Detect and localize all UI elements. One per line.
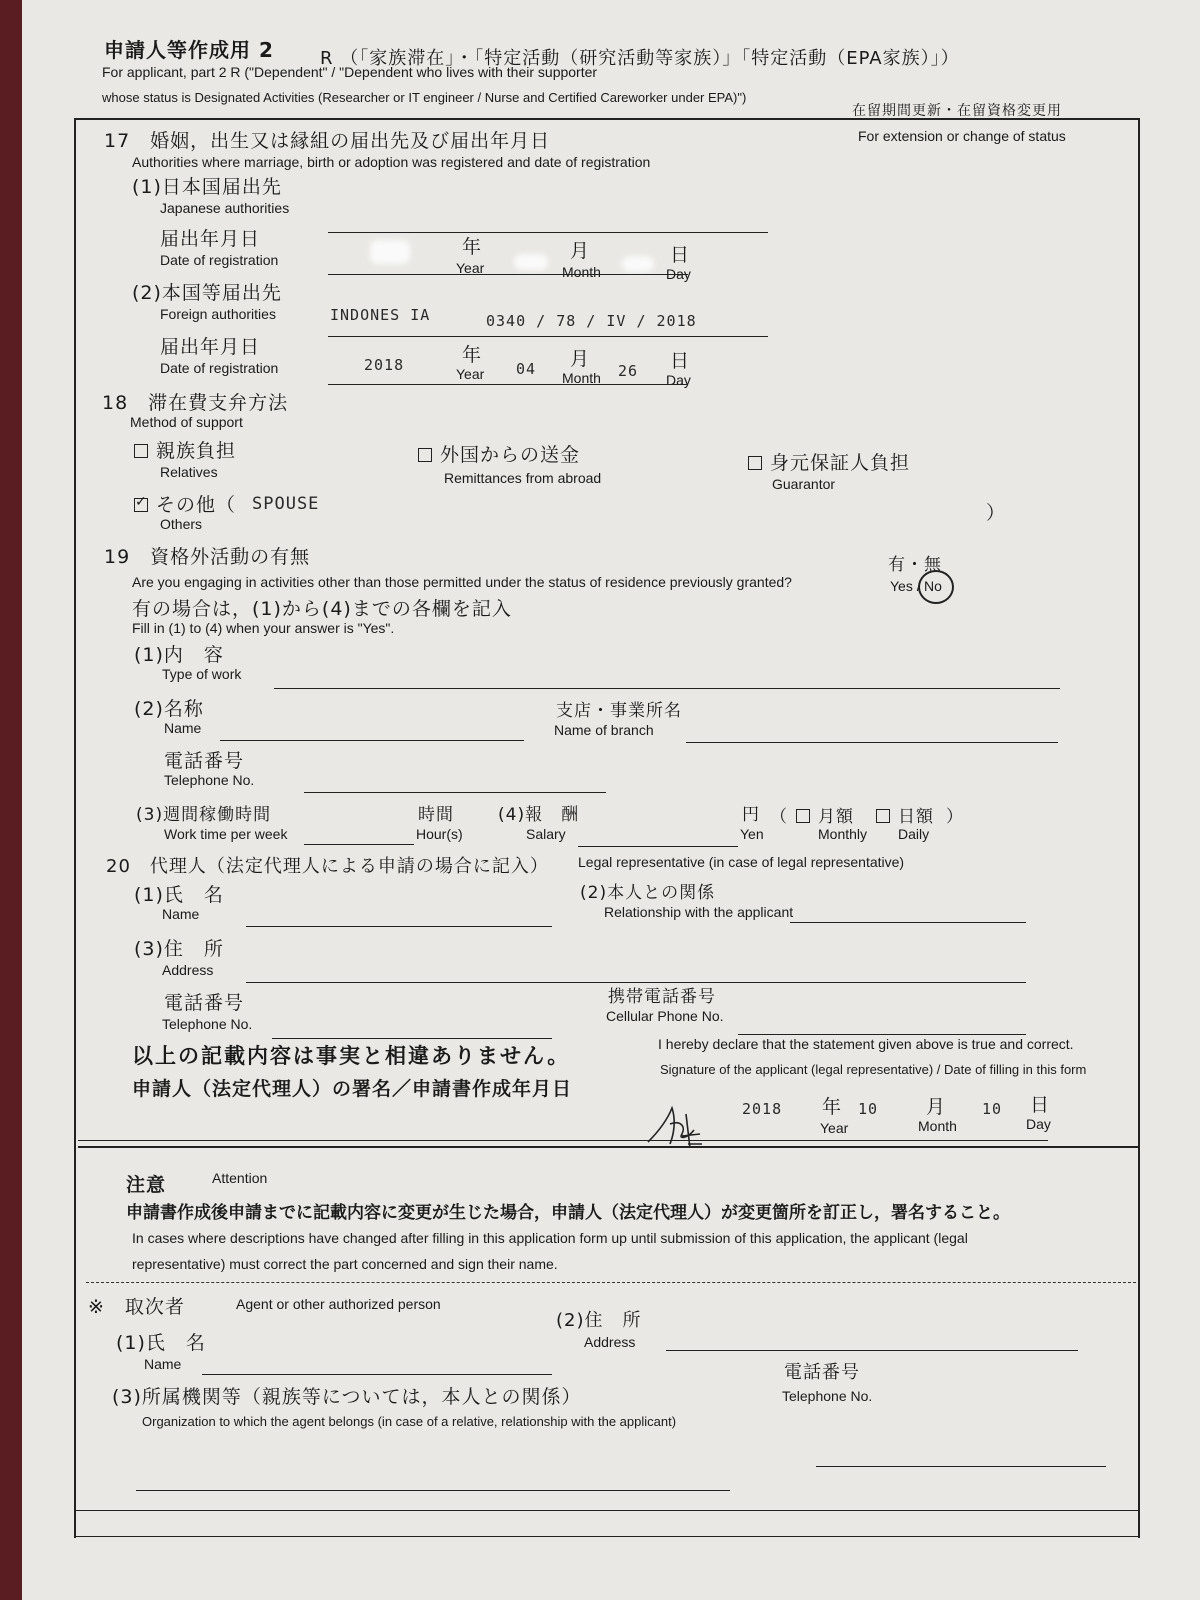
foreign-authority-value[interactable]: INDONES IA: [330, 306, 431, 324]
monthly-label-en: Monthly: [818, 826, 868, 842]
fr-day-unit-en: Day: [666, 372, 691, 388]
s20-tel-label-en: Telephone No.: [162, 1016, 253, 1032]
declaration-jp: 以上の記載内容は事実と相違ありません。: [132, 1044, 571, 1068]
foreign-reg-day[interactable]: 26: [618, 362, 639, 380]
answer-yes[interactable]: Yes /: [890, 578, 921, 594]
s20-relation-label-en: Relationship with the applicant: [604, 904, 794, 920]
s17-title-en: Authorities where marriage, birth or adoption was registered and date of registration: [132, 154, 651, 170]
s19-salary-label: (4)報 酬: [498, 805, 580, 825]
support-option-remittance[interactable]: 外国からの送金: [418, 440, 580, 467]
form-page: [22, 0, 1200, 1600]
answer-no[interactable]: No: [924, 578, 942, 594]
agent-address-label-en: Address: [584, 1334, 636, 1350]
form-status-list-en: whose status is Designated Activities (Researcher or IT engineer / Nurse and Certified Careworker under EPA)"): [102, 90, 747, 105]
s19-tel-label: 電話番号: [164, 750, 245, 772]
s17-jp-date-label: 届出年月日: [160, 228, 261, 250]
attention-label-en: Attention: [212, 1170, 268, 1186]
jp-date-field[interactable]: [328, 274, 688, 275]
s17-jp-date-label-en: Date of registration: [160, 252, 279, 268]
relatives-label-en: Relatives: [160, 464, 218, 480]
s19-instruction-jp: 有の場合は，(1)から(4)までの各欄を記入: [132, 598, 512, 620]
hours-unit: 時間: [418, 805, 454, 825]
fr-month-unit: 月: [570, 348, 591, 370]
foreign-date-field: [328, 384, 688, 385]
agent-title-jp: ※ 取次者: [88, 1296, 185, 1318]
s19-work-label-en: Type of work: [162, 666, 242, 682]
agent-org-label-en: Organization to which the agent belongs (in case of a relative, relationship with the applicant): [142, 1414, 677, 1429]
s17-foreign-date-label: 届出年月日: [160, 336, 261, 358]
remittance-label-en: Remittances from abroad: [444, 470, 602, 486]
sign-year-unit-en: Year: [820, 1120, 849, 1136]
s19-name-label-en: Name: [164, 720, 202, 736]
agent-tel-field[interactable]: [816, 1466, 1106, 1467]
foreign-registration-number[interactable]: 0340 / 78 / IV / 2018: [486, 312, 697, 330]
jp-day-unit: 日: [670, 244, 691, 266]
yen-unit: 円: [742, 805, 760, 825]
guarantor-label-en: Guarantor: [772, 476, 836, 492]
daily-option[interactable]: 日額: [876, 802, 934, 827]
work-hours-field[interactable]: [304, 844, 414, 845]
yen-unit-en: Yen: [740, 826, 764, 842]
sign-year[interactable]: 2018: [742, 1100, 783, 1118]
agent-title-en: Agent or other authorized person: [236, 1296, 441, 1312]
attention-text-jp: 申請書作成後申請までに記載内容に変更が生じた場合，申請人（法定代理人）が変更箇所を訂正し，署名すること。: [126, 1203, 1010, 1223]
s18-title: 18 滞在費支弁方法: [102, 392, 289, 414]
sign-month[interactable]: 10: [858, 1100, 879, 1118]
jp-year-unit: 年: [462, 236, 483, 258]
foreign-authority-field: [328, 336, 768, 337]
others-checkbox[interactable]: [134, 498, 148, 512]
s19-instruction-en: Fill in (1) to (4) when your answer is "Yes".: [132, 620, 395, 636]
applicant-signature: [642, 1100, 722, 1160]
purpose-en: For extension or change of status: [858, 128, 1066, 144]
guarantor-checkbox[interactable]: [748, 456, 762, 470]
support-option-others[interactable]: ✓その他（: [134, 490, 236, 517]
s17-jp-auth-label: (1)日本国届出先: [132, 176, 282, 198]
s19-hours-label-en: Work time per week: [164, 826, 288, 842]
rep-tel-field[interactable]: [272, 1038, 552, 1039]
daily-checkbox[interactable]: [876, 809, 890, 823]
purpose-jp: 在留期間更新・在留資格変更用: [852, 103, 1062, 119]
remittance-checkbox[interactable]: [418, 448, 432, 462]
signature-label-en: Signature of the applicant (legal representative) / Date of filling in this form: [660, 1062, 1087, 1077]
s20-name-label: (1)氏 名: [134, 884, 224, 906]
s20-title-en: Legal representative (in case of legal representative): [578, 854, 905, 870]
s17-jp-auth-label-en: Japanese authorities: [160, 200, 290, 216]
sign-day[interactable]: 10: [982, 1100, 1003, 1118]
s18-title-en: Method of support: [130, 414, 243, 430]
form-status-list-jp: R （「家族滞在」・「特定活動（研究活動等家族）」「特定活動（EPA家族）」）: [320, 48, 960, 69]
sign-month-unit: 月: [926, 1096, 947, 1118]
s20-address-label: (3)住 所: [134, 938, 224, 960]
agent-address-field[interactable]: [666, 1350, 1078, 1351]
signature-label-jp: 申請人（法定代理人）の署名／申請書作成年月日: [132, 1078, 573, 1100]
s17-foreign-date-label-en: Date of registration: [160, 360, 279, 376]
support-option-guarantor[interactable]: 身元保証人負担: [748, 448, 910, 475]
rep-name-field[interactable]: [246, 926, 552, 927]
agent-name-label: (1)氏 名: [116, 1332, 206, 1354]
signature-line: [78, 1140, 1048, 1141]
agent-org-field[interactable]: [136, 1490, 730, 1491]
s20-address-label-en: Address: [162, 962, 214, 978]
declaration-en: I hereby declare that the statement given above is true and correct.: [658, 1036, 1074, 1052]
redacted-month: [514, 254, 548, 270]
answer-no-circle: [918, 570, 954, 604]
s19-hours-label: (3)週間稼働時間: [136, 805, 272, 825]
fr-year-unit: 年: [462, 344, 483, 366]
foreign-reg-year[interactable]: 2018: [364, 356, 405, 374]
s19-tel-label-en: Telephone No.: [164, 772, 255, 788]
employer-name-field[interactable]: [220, 740, 524, 741]
relatives-checkbox[interactable]: [134, 444, 148, 458]
jp-year-unit-en: Year: [456, 260, 485, 276]
s17-foreign-auth-label: (2)本国等届出先: [132, 282, 282, 304]
s19-question-en: Are you engaging in activities other than those permitted under the status of residence previously granted?: [132, 574, 792, 590]
form-part-title-en: For applicant, part 2 R ("Dependent" / "Dependent who lives with their supporter: [102, 64, 598, 80]
s19-work-label: (1)内 容: [134, 644, 224, 666]
s20-relation-label: (2)本人との関係: [580, 883, 716, 903]
s20-tel-label: 電話番号: [164, 992, 245, 1014]
cut-line: [86, 1282, 1136, 1283]
employer-tel-field[interactable]: [304, 792, 606, 793]
monthly-option[interactable]: 月額: [796, 802, 854, 827]
others-value[interactable]: SPOUSE: [252, 494, 320, 514]
support-option-relatives[interactable]: 親族負担: [134, 436, 236, 463]
s19-title: 19 資格外活動の有無: [104, 546, 311, 568]
jp-month-unit: 月: [570, 240, 591, 262]
agent-org-label: (3)所属機関等（親族等については，本人との関係）: [112, 1386, 582, 1408]
s20-title: 20 代理人（法定代理人による申請の場合に記入）: [106, 856, 549, 877]
agent-address-label: (2)住 所: [556, 1310, 642, 1331]
s20-cell-label-en: Cellular Phone No.: [606, 1008, 724, 1024]
s17-foreign-auth-label-en: Foreign authorities: [160, 306, 276, 322]
sign-day-unit: 日: [1030, 1094, 1051, 1116]
frame-bottom: [74, 1536, 1140, 1537]
sign-month-unit-en: Month: [918, 1118, 957, 1134]
rep-relationship-field[interactable]: [790, 922, 1026, 923]
foreign-reg-month[interactable]: 04: [516, 360, 537, 378]
attention-text-en-2: representative) must correct the part concerned and sign their name.: [132, 1256, 558, 1272]
frame-lower-rule: [74, 1510, 1140, 1511]
s19-branch-label: 支店・事業所名: [556, 701, 682, 721]
sign-year-unit: 年: [822, 1096, 843, 1118]
jp-month-unit-en: Month: [562, 264, 601, 280]
close-paren-salary: ）: [946, 807, 964, 827]
fr-day-unit: 日: [670, 350, 691, 372]
redacted-year: [370, 240, 410, 264]
jp-authority-field[interactable]: [328, 232, 768, 233]
hours-unit-en: Hour(s): [416, 826, 463, 842]
s19-salary-label-en: Salary: [526, 826, 566, 842]
s19-branch-label-en: Name of branch: [554, 722, 654, 738]
branch-name-field[interactable]: [686, 742, 1058, 743]
monthly-checkbox[interactable]: [796, 809, 810, 823]
fr-month-unit-en: Month: [562, 370, 601, 386]
attention-label-jp: 注意: [126, 1174, 167, 1196]
daily-label-en: Daily: [898, 826, 930, 842]
agent-tel-label-en: Telephone No.: [782, 1388, 873, 1404]
s17-title: 17 婚姻，出生又は縁組の届出先及び届出年月日: [104, 130, 551, 152]
open-paren-salary: （: [770, 807, 788, 827]
fr-year-unit-en: Year: [456, 366, 485, 382]
s19-name-label: (2)名称: [134, 698, 204, 720]
form-part-title: 申請人等作成用 2: [104, 38, 274, 62]
attention-text-en-1: In cases where descriptions have changed after filling in this application form up until submission of this application, the applicant (legal: [132, 1230, 968, 1246]
others-close-paren: ）: [986, 502, 1007, 524]
jp-day-unit-en: Day: [666, 266, 691, 282]
sign-day-unit-en: Day: [1026, 1116, 1051, 1132]
others-label-en: Others: [160, 516, 203, 532]
yes-no-jp: 有・無: [888, 555, 942, 575]
s20-cell-label: 携帯電話番号: [608, 987, 716, 1007]
agent-tel-label: 電話番号: [784, 1362, 860, 1383]
agent-name-field[interactable]: [202, 1374, 552, 1375]
s20-name-label-en: Name: [162, 906, 200, 922]
agent-name-label-en: Name: [144, 1356, 182, 1372]
section-divider: [78, 1146, 1138, 1148]
salary-field[interactable]: [578, 846, 738, 847]
rep-cell-field[interactable]: [738, 1034, 1026, 1035]
redacted-day: [622, 256, 654, 272]
type-of-work-field[interactable]: [274, 688, 1060, 689]
